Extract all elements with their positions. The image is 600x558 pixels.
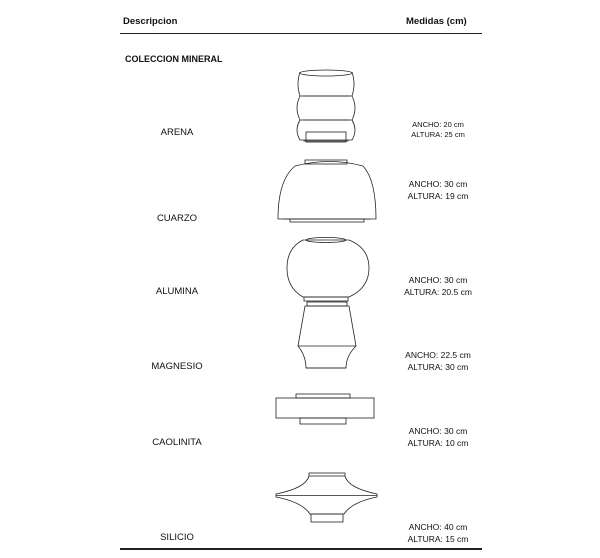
width-value: ANCHO: 40 cm: [408, 522, 468, 532]
column-header-measures: Medidas (cm): [406, 16, 467, 27]
column-header-description: Descripcion: [123, 16, 178, 27]
height-value: ALTURA: 20.5 cm: [404, 286, 472, 297]
magnesio-drawing: [298, 302, 356, 368]
product-name-cuarzo: CUARZO: [156, 213, 198, 224]
product-name-arena: ARENA: [160, 127, 194, 138]
width-value: ANCHO: 30 cm: [408, 179, 468, 189]
cuarzo-drawing: [278, 160, 376, 222]
height-value: ALTURA: 10 cm: [407, 437, 469, 448]
product-name-magnesio: MAGNESIO: [151, 361, 203, 372]
height-value: ALTURA: 15 cm: [407, 533, 469, 544]
height-value: ALTURA: 30 cm: [407, 361, 469, 372]
width-value: ANCHO: 30 cm: [408, 426, 468, 436]
footer-rule: [120, 548, 482, 550]
height-value: ALTURA: 19 cm: [407, 190, 469, 201]
product-name-alumina: ALUMINA: [155, 286, 199, 297]
caolinita-drawing: [276, 394, 374, 424]
section-title: COLECCION MINERAL: [125, 54, 223, 64]
product-name-caolinita: CAOLINITA: [152, 437, 202, 448]
arena-drawing: [297, 70, 355, 142]
width-value: ANCHO: 22.5 cm: [405, 350, 471, 360]
width-value: ANCHO: 20 cm: [412, 120, 464, 129]
product-name-silicio: SILICIO: [160, 532, 194, 543]
alumina-drawing: [287, 238, 369, 302]
width-value: ANCHO: 30 cm: [408, 275, 468, 285]
silicio-drawing: [276, 473, 377, 522]
height-value: ALTURA: 25 cm: [411, 130, 465, 139]
